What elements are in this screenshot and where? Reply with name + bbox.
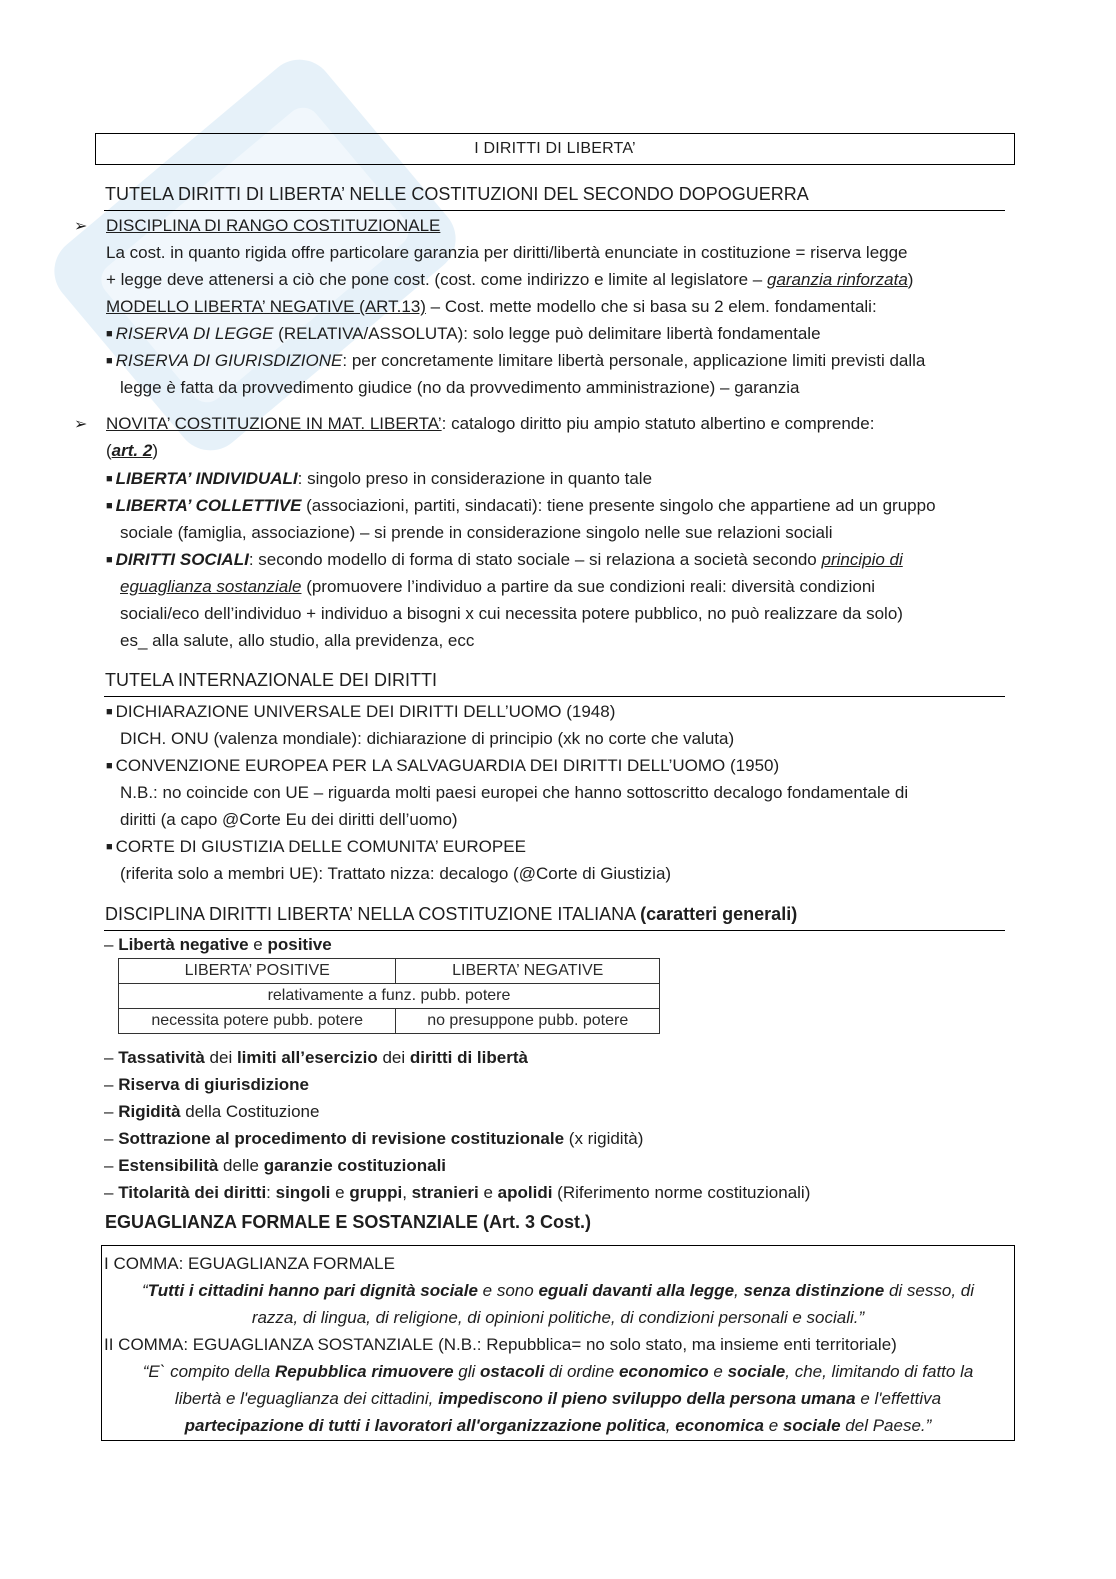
table-row <box>119 1009 660 1034</box>
art-reference: (art. 2) <box>106 441 158 460</box>
paragraph: sociale (famiglia, associazione) – si prende in considerazione singolo nelle sue relazioni sociali <box>120 523 833 542</box>
paragraph: (riferita solo a membri UE): Trattato nizza: decalogo (@Corte di Giustizia) <box>120 864 672 883</box>
table-cell: no presuppone pubb. potere <box>396 1009 660 1034</box>
comma-2-quote: “E` compito della Repubblica rimuovere gli ostacoli di ordine economico e sociale, che, limitando di fatto la <box>142 1362 974 1381</box>
paragraph: eguaglianza sostanziale (promuovere l’individuo a partire da sue condizioni reali: diversità condizioni <box>120 577 876 596</box>
square-bullet-icon: ■ <box>106 706 113 718</box>
list-item-rigidita: – Rigidità della Costituzione <box>104 1102 320 1121</box>
subheading-rango-costituzionale: DISCIPLINA DI RANGO COSTITUZIONALE <box>106 216 441 235</box>
list-item-estensibilita: – Estensibilità delle garanzie costituzionali <box>104 1156 447 1175</box>
comma-1-quote: razza, di lingua, di religione, di opinioni politiche, di condizioni personali e sociali.” <box>251 1308 865 1327</box>
paragraph: + legge deve attenersi a ciò che pone cost. (cost. come indirizzo e limite al legislatore – garanzia rinforzata) <box>106 270 914 289</box>
list-item-sottrazione: – Sottrazione al procedimento di revisione costituzionale (x rigidità) <box>104 1129 644 1148</box>
art3-box <box>101 1245 1015 1441</box>
arrow-bullet-icon: ➢ <box>74 218 88 235</box>
square-bullet-icon: ■ <box>106 500 113 512</box>
subheading-novita-costituzione: NOVITA’ COSTITUZIONE IN MAT. LIBERTA’: catalogo diritto piu ampio statuto albertino e comprende: <box>106 414 875 433</box>
list-item-corte-giustizia: ■ CORTE DI GIUSTIZIA DELLE COMUNITA’ EUROPEE <box>106 837 526 856</box>
square-bullet-icon: ■ <box>106 328 113 340</box>
list-item-liberta-individuali: ■ LIBERTA’ INDIVIDUALI: singolo preso in considerazione in quanto tale <box>106 469 653 488</box>
comma-2-heading: II COMMA: EGUAGLIANZA SOSTANZIALE (N.B.: Repubblica= no solo stato, ma insieme enti territoriale) <box>104 1335 897 1354</box>
arrow-bullet-icon: ➢ <box>74 416 88 433</box>
table-row <box>119 984 660 1009</box>
paragraph: sociali/eco dell’individuo + individuo a bisogni x cui necessita potere pubblico, no può realizzare da solo) <box>120 604 903 623</box>
heading-divider <box>104 696 1005 697</box>
table-cell: relativamente a funz. pubb. potere <box>119 984 660 1009</box>
list-item-dichiarazione-universale: ■ DICHIARAZIONE UNIVERSALE DEI DIRITTI DELL’UOMO (1948) <box>106 702 616 721</box>
list-item-liberta-collettive: ■ LIBERTA’ COLLETTIVE (associazioni, partiti, sindacati): tiene presente singolo che appartiene ad un gruppo <box>106 496 936 515</box>
square-bullet-icon: ■ <box>106 554 113 566</box>
list-item-riserva-legge: ■ RISERVA DI LEGGE (RELATIVA/ASSOLUTA): solo legge può delimitare libertà fondamentale <box>106 324 821 343</box>
comma-2-quote: partecipazione di tutti i lavoratori all'organizzazione politica, economica e sociale del Paese.” <box>184 1416 932 1435</box>
page-title: I DIRITTI DI LIBERTA’ <box>95 133 1015 165</box>
paragraph: N.B.: no coincide con UE – riguarda molti paesi europei che hanno sottoscritto decalogo fondamentale di <box>120 783 909 802</box>
square-bullet-icon: ■ <box>106 355 113 367</box>
list-item-diritti-sociali: ■ DIRITTI SOCIALI: secondo modello di forma di stato sociale – si relaziona a società secondo principio di <box>106 550 903 569</box>
paragraph: es_ alla salute, allo studio, alla previdenza, ecc <box>120 631 475 650</box>
square-bullet-icon: ■ <box>106 760 113 772</box>
list-item-riserva-giurisdizione: ■ RISERVA DI GIURISDIZIONE: per concretamente limitare libertà personale, applicazione limiti previsti dalla <box>106 351 926 370</box>
list-item-convenzione-europea: ■ CONVENZIONE EUROPEA PER LA SALVAGUARDIA DEI DIRITTI DELL’UOMO (1950) <box>106 756 780 775</box>
table-header-cell: LIBERTA’ POSITIVE <box>119 959 396 984</box>
section-heading-tutela-costituzioni: TUTELA DIRITTI DI LIBERTA’ NELLE COSTITUZIONI DEL SECONDO DOPOGUERRA <box>105 184 809 204</box>
list-item-riserva-giurisdizione: – Riserva di giurisdizione <box>104 1075 310 1094</box>
paragraph: diritti (a capo @Corte Eu dei diritti dell’uomo) <box>120 810 458 829</box>
list-item-tassativita: – Tassatività dei limiti all’esercizio dei diritti di libertà <box>104 1048 528 1067</box>
section-heading-eguaglianza: EGUAGLIANZA FORMALE E SOSTANZIALE (Art. 3 Cost.) <box>105 1212 591 1232</box>
comma-1-heading: I COMMA: EGUAGLIANZA FORMALE <box>104 1254 395 1273</box>
section-heading-disciplina-italiana: DISCIPLINA DIRITTI LIBERTA’ NELLA COSTITUZIONE ITALIANA (caratteri generali) <box>105 904 798 924</box>
paragraph: legge è fatta da provvedimento giudice (no da provvedimento amministrazione) – garanzia <box>120 378 800 397</box>
table-row <box>119 959 660 984</box>
list-item-liberta-negative-positive: – Libertà negative e positive <box>104 935 332 954</box>
heading-divider <box>104 210 1005 211</box>
list-item-titolarita: – Titolarità dei diritti: singoli e gruppi, stranieri e apolidi (Riferimento norme costituzionali) <box>104 1183 811 1202</box>
table-header-cell: LIBERTA’ NEGATIVE <box>396 959 660 984</box>
modello-liberta-negative: MODELLO LIBERTA’ NEGATIVE (ART.13) – Cost. mette modello che si basa su 2 elem. fondamentali: <box>106 297 877 316</box>
section-heading-tutela-internazionale: TUTELA INTERNAZIONALE DEI DIRITTI <box>105 670 438 690</box>
square-bullet-icon: ■ <box>106 473 113 485</box>
paragraph: DICH. ONU (valenza mondiale): dichiarazione di principio (xk no corte che valuta) <box>120 729 735 748</box>
liberta-table <box>118 958 660 1034</box>
table-cell: necessita potere pubb. potere <box>119 1009 396 1034</box>
square-bullet-icon: ■ <box>106 841 113 853</box>
comma-2-quote: libertà e l'eguaglianza dei cittadini, impediscono il pieno sviluppo della persona umana e l'effettiva <box>174 1389 942 1408</box>
paragraph: La cost. in quanto rigida offre particolare garanzia per diritti/libertà enunciate in costituzione = riserva legge <box>106 243 908 262</box>
comma-1-quote: “Tutti i cittadini hanno pari dignità sociale e sono eguali davanti alla legge, senza distinzione di sesso, di <box>142 1281 974 1300</box>
